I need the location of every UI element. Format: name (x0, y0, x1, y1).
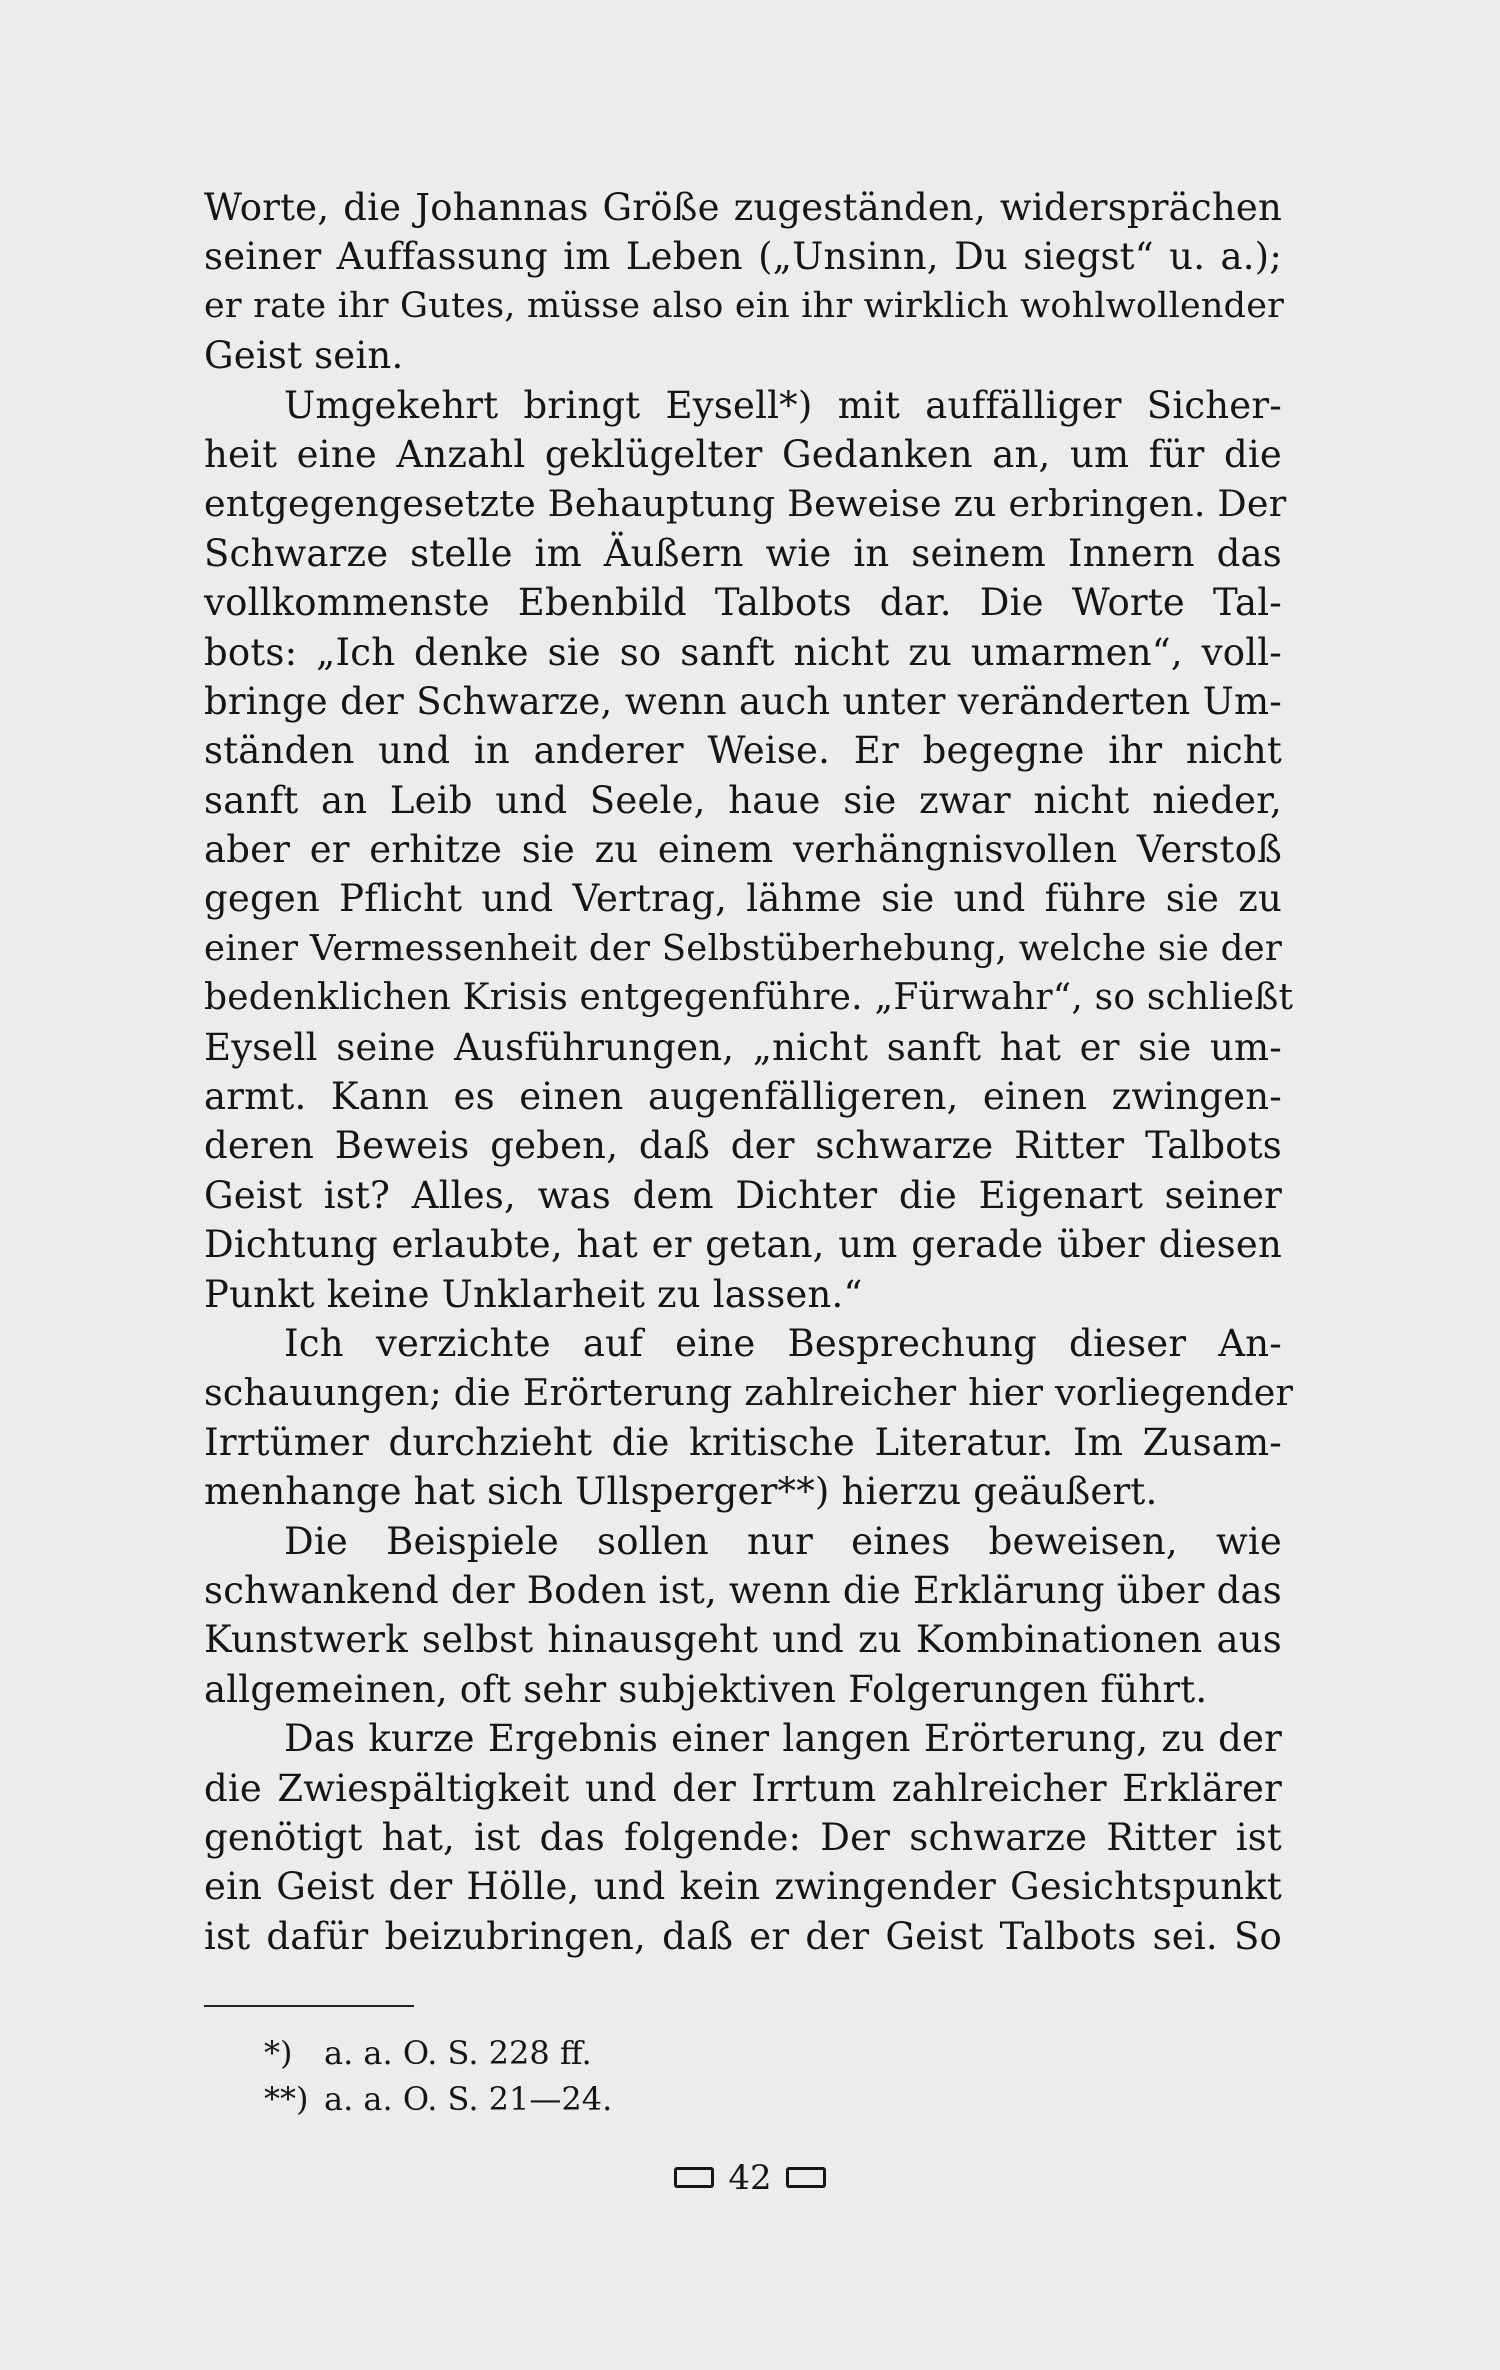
right-ornament-icon (786, 2167, 826, 2188)
text-line: schauungen; die Erörterung zahlreicher hier vorliegender (204, 1371, 1294, 1415)
text-line: Ich verzichte auf eine Besprechung dieser An- (284, 1321, 1282, 1365)
text-line: Irrtümer durchzieht die kritische Literatur. Im Zusam- (204, 1420, 1282, 1464)
text-line: menhange hat sich Ullsperger**) hierzu geäußert. (204, 1470, 1158, 1514)
footnote (264, 2030, 964, 2076)
text-line: aber er erhitze sie zu einem verhängnisvollen Verstoß (204, 828, 1282, 872)
text-line: bots: „Ich denke sie so sanft nicht zu umarmen“, voll- (204, 630, 1282, 674)
text-line: Worte, die Johannas Größe zugeständen, widersprächen (204, 186, 1282, 229)
text-line: vollkommenste Ebenbild Talbots dar. Die Worte Tal- (204, 581, 1282, 625)
text-line: ständen und in anderer Weise. Er begegne ihr nicht (204, 729, 1282, 773)
text-line: Punkt keine Unklarheit zu lassen.“ (204, 1272, 863, 1316)
text-line: ist dafür beizubringen, daß er der Geist Talbots sei. So (204, 1914, 1282, 1958)
footnote (264, 2076, 964, 2122)
footnote-mark: *) (264, 2034, 293, 2072)
text-line: entgegengesetzte Behauptung Beweise zu erbringen. Der (204, 482, 1287, 526)
page-number: 42 (728, 2158, 772, 2198)
text-line: er rate ihr Gutes, müsse also ein ihr wirklich wohlwollender (204, 285, 1285, 326)
text-line: deren Beweis geben, daß der schwarze Ritter Talbots (204, 1124, 1282, 1168)
text-line: schwankend der Boden ist, wenn die Erklärung über das (204, 1568, 1282, 1612)
text-line: Schwarze stelle im Äußern wie in seinem Innern das (204, 531, 1282, 575)
text-line: Die Beispiele sollen nur eines beweisen, wie (284, 1519, 1282, 1563)
text-line: Eysell seine Ausführungen, „nicht sanft hat er sie um- (204, 1025, 1282, 1069)
footnotes (264, 2030, 964, 2122)
text-line: ein Geist der Hölle, und kein zwingender Gesichtspunkt (204, 1865, 1282, 1909)
text-line: Das kurze Ergebnis einer langen Erörterung, zu der (284, 1717, 1282, 1761)
text-line: armt. Kann es einen augenfälligeren, einen zwingen- (204, 1075, 1282, 1119)
text-line: Dichtung erlaubte, hat er getan, um gerade über diesen (204, 1223, 1282, 1267)
footnote-separator (204, 2005, 414, 2007)
text-line: einer Vermessenheit der Selbstüberhebung, welche sie der (204, 927, 1282, 969)
text-line: Umgekehrt bringt Eysell*) mit auffälliger Sicher- (284, 383, 1282, 427)
text-line: Geist sein. (204, 334, 404, 378)
footnote-text: a. a. O. S. 228 ff. (324, 2034, 592, 2072)
text-line: heit eine Anzahl geklügelter Gedanken an, um für die (204, 432, 1282, 476)
text-line: seiner Auffassung im Leben („Unsinn, Du siegst“ u. a.); (204, 235, 1282, 279)
footnote-text: a. a. O. S. 21—24. (324, 2080, 613, 2118)
text-line: genötigt hat, ist das folgende: Der schwarze Ritter ist (204, 1815, 1282, 1859)
text-line: Geist ist? Alles, was dem Dichter die Eigenart seiner (204, 1173, 1282, 1217)
text-line: sanft an Leib und Seele, haue sie zwar nicht nieder, (204, 778, 1282, 822)
text-line: Kunstwerk selbst hinausgeht und zu Kombinationen aus (204, 1618, 1282, 1662)
footnote-mark: **) (264, 2080, 309, 2118)
body-text (204, 183, 1294, 1961)
text-line: bringe der Schwarze, wenn auch unter veränderten Um- (204, 679, 1282, 723)
text-line: gegen Pflicht und Vertrag, lähme sie und führe sie zu (204, 877, 1282, 921)
left-ornament-icon (674, 2167, 714, 2188)
text-line: allgemeinen, oft sehr subjektiven Folgerungen führt. (204, 1667, 1208, 1711)
page-number-block (0, 2158, 1500, 2198)
text-line: bedenklichen Krisis entgegenführe. „Fürwahr“, so schließt (204, 977, 1294, 1019)
text-line: die Zwiespältigkeit und der Irrtum zahlreicher Erklärer (204, 1766, 1282, 1810)
